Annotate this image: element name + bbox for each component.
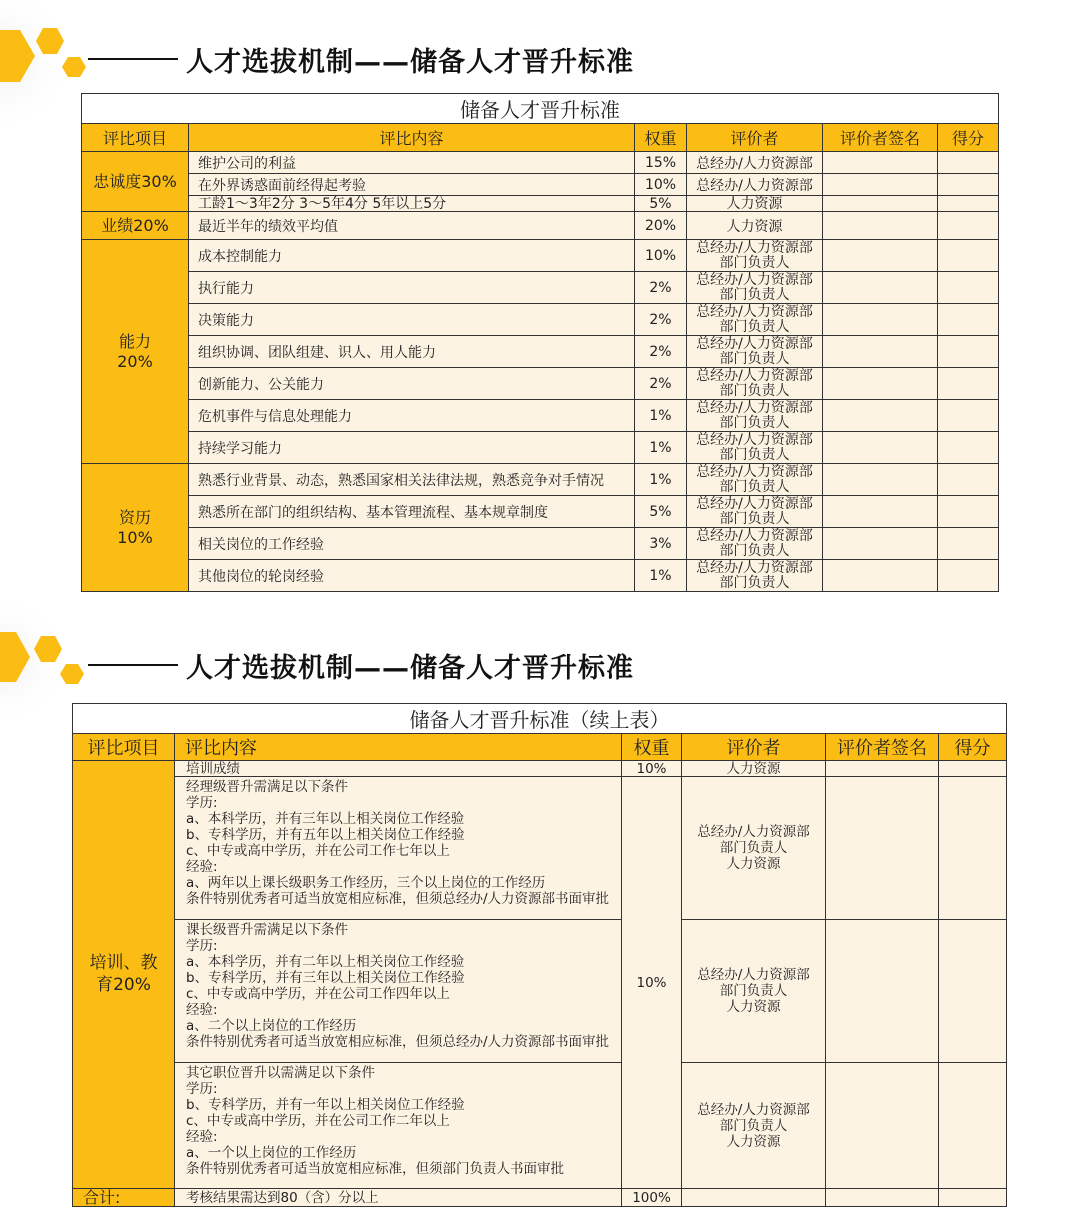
weight-cell: 3% xyxy=(635,528,687,560)
evaluator-line: 部门负责人 xyxy=(719,478,790,495)
weight-cell: 15% xyxy=(635,152,687,174)
content-line: 条件特别优秀者可适当放宽相应标准，但须总经办/人力资源部书面审批 xyxy=(186,1034,610,1050)
score-cell[interactable] xyxy=(939,777,1007,920)
signature-cell[interactable] xyxy=(826,1063,939,1189)
content-line: 学历: xyxy=(186,938,218,954)
category-weight: 20% xyxy=(117,351,153,371)
evaluator-line: 总经办/人力资源部 xyxy=(697,967,810,983)
table-title: 储备人才晋升标准（续上表） xyxy=(73,704,1007,734)
weight-cell: 10% xyxy=(635,174,687,196)
score-cell[interactable] xyxy=(939,1063,1007,1189)
evaluator-line: 部门负责人 xyxy=(719,446,790,463)
score-cell[interactable] xyxy=(939,761,1007,777)
header-cell: 评价者 xyxy=(687,124,823,152)
score-cell[interactable] xyxy=(938,464,999,496)
score-cell[interactable] xyxy=(938,196,999,212)
content-line: 经验: xyxy=(186,1002,218,1018)
table-row xyxy=(82,272,999,304)
table-row xyxy=(82,212,999,240)
signature-cell[interactable] xyxy=(823,368,938,400)
content-cell: 持续学习能力 xyxy=(189,432,635,464)
evaluator-cell xyxy=(687,304,823,336)
score-cell[interactable] xyxy=(939,920,1007,1063)
evaluator-cell xyxy=(682,920,826,1063)
content-cell: 工龄1～3年2分 3～5年4分 5年以上5分 xyxy=(189,196,635,212)
evaluator-line: 部门负责人 xyxy=(719,414,790,431)
evaluator-line: 总经办/人力资源部 xyxy=(696,559,813,576)
content-line: 经验: xyxy=(186,859,218,875)
category-label: 能力 xyxy=(118,331,151,351)
content-cell xyxy=(175,777,622,920)
table-row xyxy=(82,496,999,528)
table-row xyxy=(73,761,1007,777)
table-row xyxy=(82,152,999,174)
score-cell[interactable] xyxy=(938,240,999,272)
evaluator-line: 总经办/人力资源部 xyxy=(697,1101,810,1118)
evaluator-cell xyxy=(687,336,823,368)
weight-cell: 2% xyxy=(635,336,687,368)
evaluator-line: 总经办/人力资源部 xyxy=(696,495,813,512)
total-row xyxy=(73,1189,1007,1207)
table-row xyxy=(73,777,1007,920)
table-title: 储备人才晋升标准 xyxy=(82,94,999,124)
content-line: 课长级晋升需满足以下条件 xyxy=(186,922,348,938)
content-cell: 其他岗位的轮岗经验 xyxy=(189,560,635,592)
evaluator-line: 总经办/人力资源部 xyxy=(696,303,813,320)
signature-cell[interactable] xyxy=(823,400,938,432)
header-cell: 评价者 xyxy=(682,734,826,761)
content-cell: 最近半年的绩效平均值 xyxy=(189,212,635,240)
table-row xyxy=(73,920,1007,1063)
promotion-standard-table-continued xyxy=(72,703,1007,1207)
signature-cell[interactable] xyxy=(826,1189,939,1207)
content-cell: 执行能力 xyxy=(189,272,635,304)
table-row xyxy=(82,560,999,592)
header-cell: 评价者签名 xyxy=(823,124,938,152)
signature-cell[interactable] xyxy=(823,174,938,196)
content-line: 学历: xyxy=(186,1081,218,1097)
evaluator-cell: 人力资源 xyxy=(687,212,823,240)
content-line: a、一个以上岗位的工作经历 xyxy=(186,1145,357,1161)
table-row xyxy=(82,528,999,560)
header-cell: 得分 xyxy=(939,734,1007,761)
content-line: b、专科学历，并有一年以上相关岗位工作经验 xyxy=(186,1097,465,1113)
score-cell[interactable] xyxy=(938,400,999,432)
table-row xyxy=(82,336,999,368)
section-title: 人才选拔机制——储备人才晋升标准 xyxy=(186,47,634,78)
signature-cell[interactable] xyxy=(823,304,938,336)
signature-cell[interactable] xyxy=(823,272,938,304)
score-cell[interactable] xyxy=(938,212,999,240)
signature-cell[interactable] xyxy=(826,920,939,1063)
title-rule xyxy=(88,58,178,60)
table-row xyxy=(82,368,999,400)
content-cell: 危机事件与信息处理能力 xyxy=(189,400,635,432)
content-cell: 决策能力 xyxy=(189,304,635,336)
content-line: c、中专或高中学历，并在公司工作二年以上 xyxy=(186,1113,450,1129)
weight-cell: 1% xyxy=(635,432,687,464)
header-cell: 评比项目 xyxy=(82,124,189,152)
score-cell[interactable] xyxy=(938,560,999,592)
evaluator-line: 总经办/人力资源部 xyxy=(696,335,813,352)
header-cell: 权重 xyxy=(635,124,687,152)
weight-cell: 2% xyxy=(635,304,687,336)
evaluator-line: 部门负责人 xyxy=(719,254,790,271)
evaluator-line: 部门负责人 xyxy=(719,840,788,856)
evaluator-line: 人力资源 xyxy=(726,856,781,872)
evaluator-cell xyxy=(687,272,823,304)
signature-cell[interactable] xyxy=(823,432,938,464)
evaluator-line: 部门负责人 xyxy=(719,542,790,559)
weight-cell: 10% xyxy=(622,777,682,1189)
score-cell[interactable] xyxy=(938,336,999,368)
evaluator-line: 部门负责人 xyxy=(719,983,788,999)
table-row xyxy=(82,304,999,336)
evaluator-cell xyxy=(687,400,823,432)
weight-cell: 10% xyxy=(622,761,682,777)
evaluator-line: 总经办/人力资源部 xyxy=(696,239,813,256)
content-line: b、专科学历，并有五年以上相关岗位工作经验 xyxy=(186,827,465,843)
content-line: 条件特别优秀者可适当放宽相应标准，但须部门负责人书面审批 xyxy=(186,1161,564,1177)
weight-cell: 2% xyxy=(635,368,687,400)
table-row xyxy=(82,174,999,196)
category-cell: 忠诚度30% xyxy=(82,152,189,212)
evaluator-cell xyxy=(682,1189,826,1207)
signature-cell[interactable] xyxy=(823,528,938,560)
category-cell xyxy=(73,761,175,1189)
total-content: 考核结果需达到80（含）分以上 xyxy=(175,1189,622,1207)
evaluator-line: 部门负责人 xyxy=(719,350,790,367)
content-line: a、两年以上课长级职务工作经历，三个以上岗位的工作经历 xyxy=(186,875,546,891)
content-cell: 培训成绩 xyxy=(175,761,622,777)
content-cell: 成本控制能力 xyxy=(189,240,635,272)
content-line: a、本科学历，并有二年以上相关岗位工作经验 xyxy=(186,954,465,970)
evaluator-cell xyxy=(687,560,823,592)
table-header xyxy=(73,734,1007,761)
promotion-standard-table xyxy=(81,93,999,592)
weight-cell: 10% xyxy=(635,240,687,272)
score-cell[interactable] xyxy=(938,496,999,528)
category-weight: 育20% xyxy=(96,974,151,995)
evaluator-line: 部门负责人 xyxy=(719,382,790,399)
evaluator-line: 部门负责人 xyxy=(719,510,790,527)
content-cell xyxy=(175,1063,622,1189)
evaluator-cell xyxy=(687,496,823,528)
weight-cell: 5% xyxy=(635,496,687,528)
evaluator-cell xyxy=(687,528,823,560)
weight-cell: 2% xyxy=(635,272,687,304)
evaluator-line: 总经办/人力资源部 xyxy=(696,271,813,288)
content-line: c、中专或高中学历，并在公司工作四年以上 xyxy=(186,986,450,1002)
evaluator-line: 总经办/人力资源部 xyxy=(697,824,810,840)
signature-cell[interactable] xyxy=(826,761,939,777)
signature-cell[interactable] xyxy=(823,240,938,272)
score-cell[interactable] xyxy=(938,304,999,336)
category-label: 培训、教 xyxy=(89,953,158,974)
evaluator-line: 部门负责人 xyxy=(719,1117,788,1134)
content-line: 条件特别优秀者可适当放宽相应标准，但须总经办/人力资源部书面审批 xyxy=(186,891,610,907)
evaluator-cell xyxy=(682,777,826,920)
total-label: 合计: xyxy=(73,1189,175,1207)
evaluator-line: 总经办/人力资源部 xyxy=(696,431,813,448)
signature-cell[interactable] xyxy=(823,336,938,368)
header-cell: 评比项目 xyxy=(73,734,175,761)
content-cell: 维护公司的利益 xyxy=(189,152,635,174)
evaluator-cell xyxy=(687,240,823,272)
header-cell: 评价者签名 xyxy=(826,734,939,761)
content-cell: 创新能力、公关能力 xyxy=(189,368,635,400)
evaluator-line: 总经办/人力资源部 xyxy=(696,399,813,416)
category-weight: 10% xyxy=(117,527,153,547)
evaluator-line: 人力资源 xyxy=(726,999,781,1015)
evaluator-line: 总经办/人力资源部 xyxy=(696,463,813,480)
signature-cell[interactable] xyxy=(823,560,938,592)
title-rule xyxy=(88,664,178,666)
header-cell: 评比内容 xyxy=(175,734,622,761)
header-cell: 评比内容 xyxy=(189,124,635,152)
table-header xyxy=(82,124,999,152)
total-weight: 100% xyxy=(622,1189,682,1207)
evaluator-cell: 人力资源 xyxy=(687,196,823,212)
content-line: b、专科学历，并有三年以上相关岗位工作经验 xyxy=(186,970,465,986)
header-cell: 得分 xyxy=(938,124,999,152)
evaluator-cell xyxy=(687,464,823,496)
evaluator-cell xyxy=(687,432,823,464)
signature-cell[interactable] xyxy=(823,496,938,528)
category-cell xyxy=(82,240,189,464)
signature-cell[interactable] xyxy=(823,152,938,174)
category-label: 资历 xyxy=(118,507,151,527)
content-cell: 组织协调、团队组建、识人、用人能力 xyxy=(189,336,635,368)
evaluator-line: 部门负责人 xyxy=(719,574,790,591)
weight-cell: 1% xyxy=(635,464,687,496)
weight-cell: 1% xyxy=(635,560,687,592)
evaluator-cell: 总经办/人力资源部 xyxy=(687,174,823,196)
category-cell xyxy=(82,464,189,592)
table-row xyxy=(82,400,999,432)
score-cell[interactable] xyxy=(938,528,999,560)
weight-cell: 1% xyxy=(635,400,687,432)
signature-cell[interactable] xyxy=(823,196,938,212)
score-cell[interactable] xyxy=(938,152,999,174)
category-cell: 业绩20% xyxy=(82,212,189,240)
evaluator-cell: 人力资源 xyxy=(682,761,826,777)
content-line: 经理级晋升需满足以下条件 xyxy=(186,779,348,795)
table-row xyxy=(82,432,999,464)
weight-cell: 5% xyxy=(635,196,687,212)
evaluator-line: 人力资源 xyxy=(726,1133,781,1150)
content-line: 学历: xyxy=(186,795,218,811)
evaluator-cell: 总经办/人力资源部 xyxy=(687,152,823,174)
score-cell[interactable] xyxy=(938,272,999,304)
content-cell: 熟悉所在部门的组织结构、基本管理流程、基本规章制度 xyxy=(189,496,635,528)
signature-cell[interactable] xyxy=(823,464,938,496)
content-cell xyxy=(175,920,622,1063)
table-row xyxy=(82,240,999,272)
content-line: 经验: xyxy=(186,1129,218,1145)
section-title: 人才选拔机制——储备人才晋升标准 xyxy=(186,653,634,684)
signature-cell[interactable] xyxy=(826,777,939,920)
content-cell: 相关岗位的工作经验 xyxy=(189,528,635,560)
score-cell[interactable] xyxy=(938,174,999,196)
evaluator-line: 部门负责人 xyxy=(719,286,790,303)
header-cell: 权重 xyxy=(622,734,682,761)
content-line: 其它职位晋升以需满足以下条件 xyxy=(186,1065,375,1081)
evaluator-line: 总经办/人力资源部 xyxy=(696,527,813,544)
content-cell: 在外界诱惑面前经得起考验 xyxy=(189,174,635,196)
score-cell[interactable] xyxy=(939,1189,1007,1207)
evaluator-cell xyxy=(682,1063,826,1189)
table-row xyxy=(82,196,999,212)
signature-cell[interactable] xyxy=(823,212,938,240)
evaluator-cell xyxy=(687,368,823,400)
evaluator-line: 总经办/人力资源部 xyxy=(696,367,813,384)
table-row xyxy=(82,464,999,496)
score-cell[interactable] xyxy=(938,368,999,400)
content-line: c、中专或高中学历，并在公司工作七年以上 xyxy=(186,843,450,859)
content-line: a、本科学历，并有三年以上相关岗位工作经验 xyxy=(186,811,465,827)
weight-cell: 20% xyxy=(635,212,687,240)
content-cell: 熟悉行业背景、动态，熟悉国家相关法律法规，熟悉竞争对手情况 xyxy=(189,464,635,496)
table-row xyxy=(73,1063,1007,1189)
evaluator-line: 部门负责人 xyxy=(719,318,790,335)
score-cell[interactable] xyxy=(938,432,999,464)
content-line: a、二个以上岗位的工作经历 xyxy=(186,1018,357,1034)
